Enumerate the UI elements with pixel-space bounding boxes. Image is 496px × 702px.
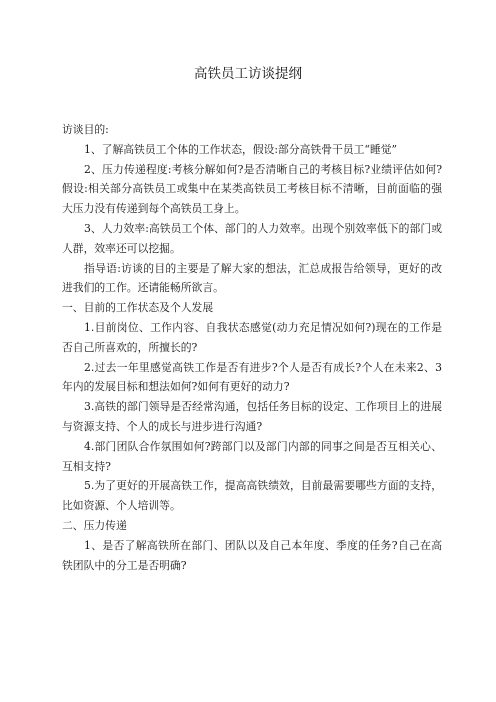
- question-2-1: 1、是否了解高铁所在部门、团队以及自己本年度、季度的任务?自己在高铁团队中的分工是否明确?: [62, 538, 442, 572]
- paragraph-purpose-3: 3、人力效率:高铁员工个体、部门的人力效率。出现个别效率低下的部门或人群，效率还可以挖掘。: [62, 221, 442, 255]
- paragraph-guidance: 指导语:访谈的目的主要是了解大家的想法，汇总成报告给领导，更好的改进我们的工作。还请能畅所欲言。: [62, 261, 442, 295]
- question-1-3: 3.高铁的部门领导是否经常沟通，包括任务目标的设定、工作项目上的进展与资源支持、个人的成长与进步进行沟通?: [62, 400, 442, 433]
- paragraph-purpose-2: 2、压力传递程度:考核分解如何?是否清晰自己的考核目标?业绩评估如何?假设:相关部分高铁员工或集中在某类高铁员工考核目标不清晰，目前面临的强大压力没有传递到每个高铁员工身上。: [62, 162, 442, 216]
- question-1-5: 5.为了更好的开展高铁工作，提高高铁绩效，目前最需要哪些方面的支持，比如资源、个人培训等。: [62, 479, 442, 513]
- question-1-1: 1.目前岗位、工作内容、自我状态感觉(动力充足情况如何?)现在的工作是否自己所喜欢的，所擅长的?: [62, 320, 442, 354]
- document-body: [62, 120, 442, 575]
- question-1-4: 4.部门团队合作氛围如何?跨部门以及部门内部的同事之间是否互相关心、互相支持?: [62, 439, 442, 473]
- section-heading-1: 一、目前的工作状态及个人发展: [62, 301, 214, 315]
- section-heading-2: 二、压力传递: [62, 518, 127, 532]
- paragraph-purpose-1: 1、了解高铁员工个体的工作状态，假设:部分高铁骨干员工“睡觉”: [84, 142, 398, 156]
- paragraph-purpose-heading: 访谈目的:: [62, 123, 109, 136]
- document-title: 高铁员工访谈提纲: [194, 66, 302, 82]
- question-1-2: 2.过去一年里感觉高铁工作是否有进步?个人是否有成长?个人在未来2、3年内的发展目标和想法如何?如何有更好的动力?: [62, 360, 442, 394]
